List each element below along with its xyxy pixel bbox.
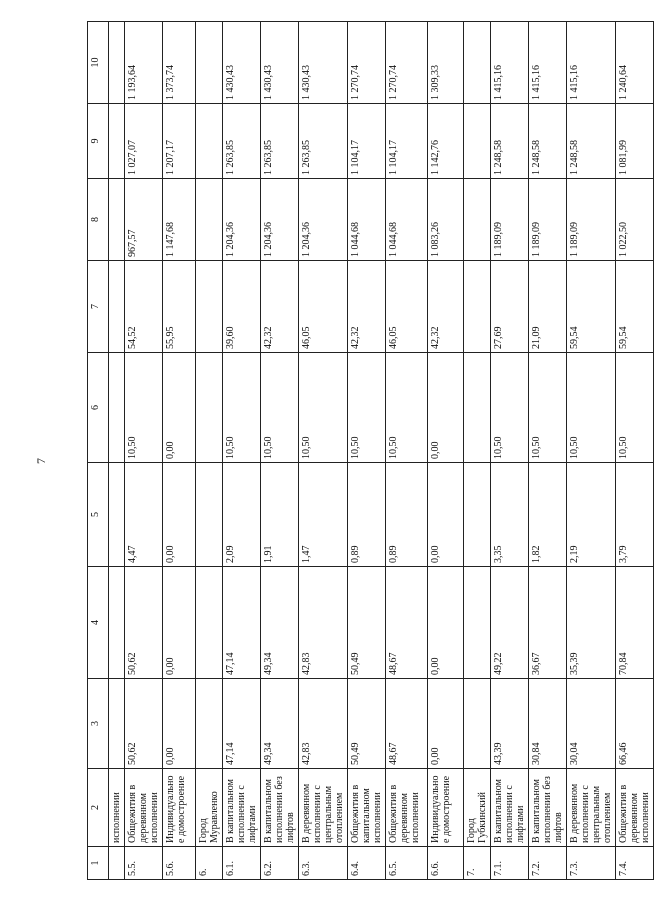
value-cell-col-3: 66,46: [616, 679, 654, 769]
value-cell-col-5: [464, 463, 491, 567]
value-cell-col-4: 48,67: [386, 567, 428, 679]
value-cell-col-10: 1 309,33: [428, 22, 464, 104]
value-cell-col-3: 50,49: [348, 679, 386, 769]
value-cell-col-6: 10,50: [616, 353, 654, 463]
table-row: [428, 22, 464, 880]
value-cell-col-9: 1 142,76: [428, 104, 464, 179]
row-number-cell: 6.4.: [348, 847, 386, 880]
page-number: 7: [34, 458, 48, 464]
value-cell-col-3: [196, 679, 223, 769]
row-number-cell: 6.2.: [261, 847, 299, 880]
table-body: [88, 22, 654, 880]
row-number-cell: 7.2.: [529, 847, 567, 880]
value-cell-col-10: [109, 22, 125, 104]
row-number-cell: 6.: [196, 847, 223, 880]
value-cell-col-4: 50,62: [125, 567, 163, 679]
column-header-7: 7: [88, 261, 109, 353]
value-cell-col-6: 10,50: [529, 353, 567, 463]
value-cell-col-5: [196, 463, 223, 567]
value-cell-col-4: [464, 567, 491, 679]
value-cell-col-4: 36,67: [529, 567, 567, 679]
table-row: [196, 22, 223, 880]
value-cell-col-9: [196, 104, 223, 179]
value-cell-col-5: 0,00: [163, 463, 196, 567]
value-cell-col-3: 43,39: [491, 679, 529, 769]
value-cell-col-7: 55,95: [163, 261, 196, 353]
value-cell-col-10: 1 415,16: [491, 22, 529, 104]
value-cell-col-10: 1 415,16: [529, 22, 567, 104]
value-cell-col-4: 47,14: [223, 567, 261, 679]
category-cell: Город Муравленко: [196, 769, 223, 847]
category-cell: Общежития в деревянном исполнении: [616, 769, 654, 847]
value-cell-col-7: 42,32: [428, 261, 464, 353]
value-cell-col-8: 967,57: [125, 179, 163, 261]
value-cell-col-8: [196, 179, 223, 261]
value-cell-col-7: 39,60: [223, 261, 261, 353]
category-cell: В капитальном исполнении без лифтов: [261, 769, 299, 847]
value-cell-col-4: 70,84: [616, 567, 654, 679]
rotated-table-container: [87, 22, 651, 880]
value-cell-col-8: 1 189,09: [491, 179, 529, 261]
category-cell: Индивидуальное домостроение: [163, 769, 196, 847]
category-cell: В капитальном исполнении без лифтов: [529, 769, 567, 847]
row-number-cell: 5.6.: [163, 847, 196, 880]
value-cell-col-3: 30,04: [567, 679, 616, 769]
table-row: [491, 22, 529, 880]
value-cell-col-4: 0,00: [428, 567, 464, 679]
value-cell-col-7: 42,32: [348, 261, 386, 353]
value-cell-col-8: 1 022,50: [616, 179, 654, 261]
value-cell-col-3: 49,34: [261, 679, 299, 769]
value-cell-col-7: 59,54: [616, 261, 654, 353]
value-cell-col-6: 10,50: [223, 353, 261, 463]
value-cell-col-3: 0,00: [428, 679, 464, 769]
value-cell-col-10: 1 430,43: [223, 22, 261, 104]
value-cell-col-6: 10,50: [348, 353, 386, 463]
category-cell: Город Губкинский: [464, 769, 491, 847]
value-cell-col-3: 48,67: [386, 679, 428, 769]
column-number-header-row: [88, 22, 109, 880]
value-cell-col-5: 3,35: [491, 463, 529, 567]
value-cell-col-10: 1 430,43: [299, 22, 348, 104]
value-cell-col-3: 47,14: [223, 679, 261, 769]
value-cell-col-9: 1 104,17: [386, 104, 428, 179]
category-cell: Индивидуальное домостроение: [428, 769, 464, 847]
value-cell-col-4: [196, 567, 223, 679]
value-cell-col-3: 0,00: [163, 679, 196, 769]
column-header-6: 6: [88, 353, 109, 463]
column-header-10: 10: [88, 22, 109, 104]
row-number-cell: 7.3.: [567, 847, 616, 880]
value-cell-col-10: 1 415,16: [567, 22, 616, 104]
row-number-cell: 6.5.: [386, 847, 428, 880]
value-cell-col-9: 1 081,99: [616, 104, 654, 179]
value-cell-col-3: 42,83: [299, 679, 348, 769]
value-cell-col-5: 3,79: [616, 463, 654, 567]
column-header-3: 3: [88, 679, 109, 769]
value-cell-col-5: 0,89: [386, 463, 428, 567]
column-header-8: 8: [88, 179, 109, 261]
value-cell-col-7: 54,52: [125, 261, 163, 353]
value-cell-col-8: 1 044,68: [386, 179, 428, 261]
table-row: [109, 22, 125, 880]
value-cell-col-8: 1 189,09: [529, 179, 567, 261]
value-cell-col-7: [464, 261, 491, 353]
value-cell-col-5: 1,47: [299, 463, 348, 567]
category-cell: Общежития в капитальном исполнении: [348, 769, 386, 847]
value-cell-col-8: 1 083,26: [428, 179, 464, 261]
value-cell-col-7: [196, 261, 223, 353]
table-row: [223, 22, 261, 880]
value-cell-col-9: 1 263,85: [299, 104, 348, 179]
value-cell-col-4: [109, 567, 125, 679]
category-cell: В деревянном исполнении с центральным отоплением: [567, 769, 616, 847]
value-cell-col-9: 1 248,58: [529, 104, 567, 179]
value-cell-col-4: 49,22: [491, 567, 529, 679]
value-cell-col-4: 49,34: [261, 567, 299, 679]
row-number-cell: 7.: [464, 847, 491, 880]
value-cell-col-3: 30,84: [529, 679, 567, 769]
value-cell-col-6: 0,00: [163, 353, 196, 463]
value-cell-col-10: [464, 22, 491, 104]
value-cell-col-6: 10,50: [125, 353, 163, 463]
table-row: [163, 22, 196, 880]
value-cell-col-8: 1 189,09: [567, 179, 616, 261]
value-cell-col-9: 1 104,17: [348, 104, 386, 179]
value-cell-col-9: 1 248,58: [491, 104, 529, 179]
value-cell-col-5: 0,00: [428, 463, 464, 567]
category-cell: Общежития в деревянном исполнении: [386, 769, 428, 847]
value-cell-col-6: 10,50: [299, 353, 348, 463]
value-cell-col-7: 27,69: [491, 261, 529, 353]
table-row: [348, 22, 386, 880]
value-cell-col-8: [109, 179, 125, 261]
value-cell-col-7: 46,05: [299, 261, 348, 353]
value-cell-col-5: [109, 463, 125, 567]
value-cell-col-3: [464, 679, 491, 769]
value-cell-col-5: 4,47: [125, 463, 163, 567]
value-cell-col-6: 10,50: [491, 353, 529, 463]
value-cell-col-5: 2,19: [567, 463, 616, 567]
value-cell-col-4: 35,39: [567, 567, 616, 679]
value-cell-col-10: 1 270,74: [348, 22, 386, 104]
value-cell-col-4: 0,00: [163, 567, 196, 679]
row-number-cell: 6.3.: [299, 847, 348, 880]
value-cell-col-8: 1 204,36: [299, 179, 348, 261]
value-cell-col-7: 42,32: [261, 261, 299, 353]
table-row: [125, 22, 163, 880]
value-cell-col-10: 1 193,64: [125, 22, 163, 104]
value-cell-col-3: 50,62: [125, 679, 163, 769]
row-number-cell: [109, 847, 125, 880]
value-cell-col-7: 46,05: [386, 261, 428, 353]
value-cell-col-3: [109, 679, 125, 769]
table-row: [616, 22, 654, 880]
value-cell-col-9: [464, 104, 491, 179]
value-cell-col-6: 0,00: [428, 353, 464, 463]
value-cell-col-7: 59,54: [567, 261, 616, 353]
value-cell-col-6: 10,50: [386, 353, 428, 463]
table-row: [464, 22, 491, 880]
value-cell-col-6: 10,50: [261, 353, 299, 463]
value-cell-col-8: 1 147,68: [163, 179, 196, 261]
category-cell: исполнении: [109, 769, 125, 847]
value-cell-col-9: [109, 104, 125, 179]
value-cell-col-7: 21,09: [529, 261, 567, 353]
value-cell-col-9: 1 263,85: [261, 104, 299, 179]
category-cell: В деревянном исполнении с центральным отоплением: [299, 769, 348, 847]
value-cell-col-4: 50,49: [348, 567, 386, 679]
value-cell-col-9: 1 027,07: [125, 104, 163, 179]
row-number-cell: 7.1.: [491, 847, 529, 880]
value-cell-col-10: [196, 22, 223, 104]
value-cell-col-8: 1 204,36: [261, 179, 299, 261]
value-cell-col-9: 1 263,85: [223, 104, 261, 179]
column-header-4: 4: [88, 567, 109, 679]
table-row: [567, 22, 616, 880]
value-cell-col-5: 0,89: [348, 463, 386, 567]
value-cell-col-10: 1 430,43: [261, 22, 299, 104]
column-header-9: 9: [88, 104, 109, 179]
row-number-cell: 7.4.: [616, 847, 654, 880]
value-cell-col-4: 42,83: [299, 567, 348, 679]
value-cell-col-9: 1 248,58: [567, 104, 616, 179]
value-cell-col-8: 1 044,68: [348, 179, 386, 261]
value-cell-col-5: 1,91: [261, 463, 299, 567]
value-cell-col-6: 10,50: [567, 353, 616, 463]
row-number-cell: 5.5.: [125, 847, 163, 880]
value-cell-col-5: 1,82: [529, 463, 567, 567]
value-cell-col-10: 1 373,74: [163, 22, 196, 104]
column-header-1: 1: [88, 847, 109, 880]
tariff-table: [87, 21, 654, 880]
value-cell-col-9: 1 207,17: [163, 104, 196, 179]
table-row: [386, 22, 428, 880]
row-number-cell: 6.6.: [428, 847, 464, 880]
value-cell-col-6: [196, 353, 223, 463]
column-header-5: 5: [88, 463, 109, 567]
value-cell-col-10: 1 240,64: [616, 22, 654, 104]
category-cell: В капитальном исполнении с лифтами: [223, 769, 261, 847]
table-row: [299, 22, 348, 880]
category-cell: В капитальном исполнении с лифтами: [491, 769, 529, 847]
value-cell-col-8: 1 204,36: [223, 179, 261, 261]
row-number-cell: 6.1.: [223, 847, 261, 880]
value-cell-col-10: 1 270,74: [386, 22, 428, 104]
value-cell-col-5: 2,09: [223, 463, 261, 567]
table-row: [529, 22, 567, 880]
value-cell-col-6: [464, 353, 491, 463]
table-row: [261, 22, 299, 880]
category-cell: Общежития в деревянном исполнении: [125, 769, 163, 847]
value-cell-col-7: [109, 261, 125, 353]
value-cell-col-6: [109, 353, 125, 463]
column-header-2: 2: [88, 769, 109, 847]
value-cell-col-8: [464, 179, 491, 261]
